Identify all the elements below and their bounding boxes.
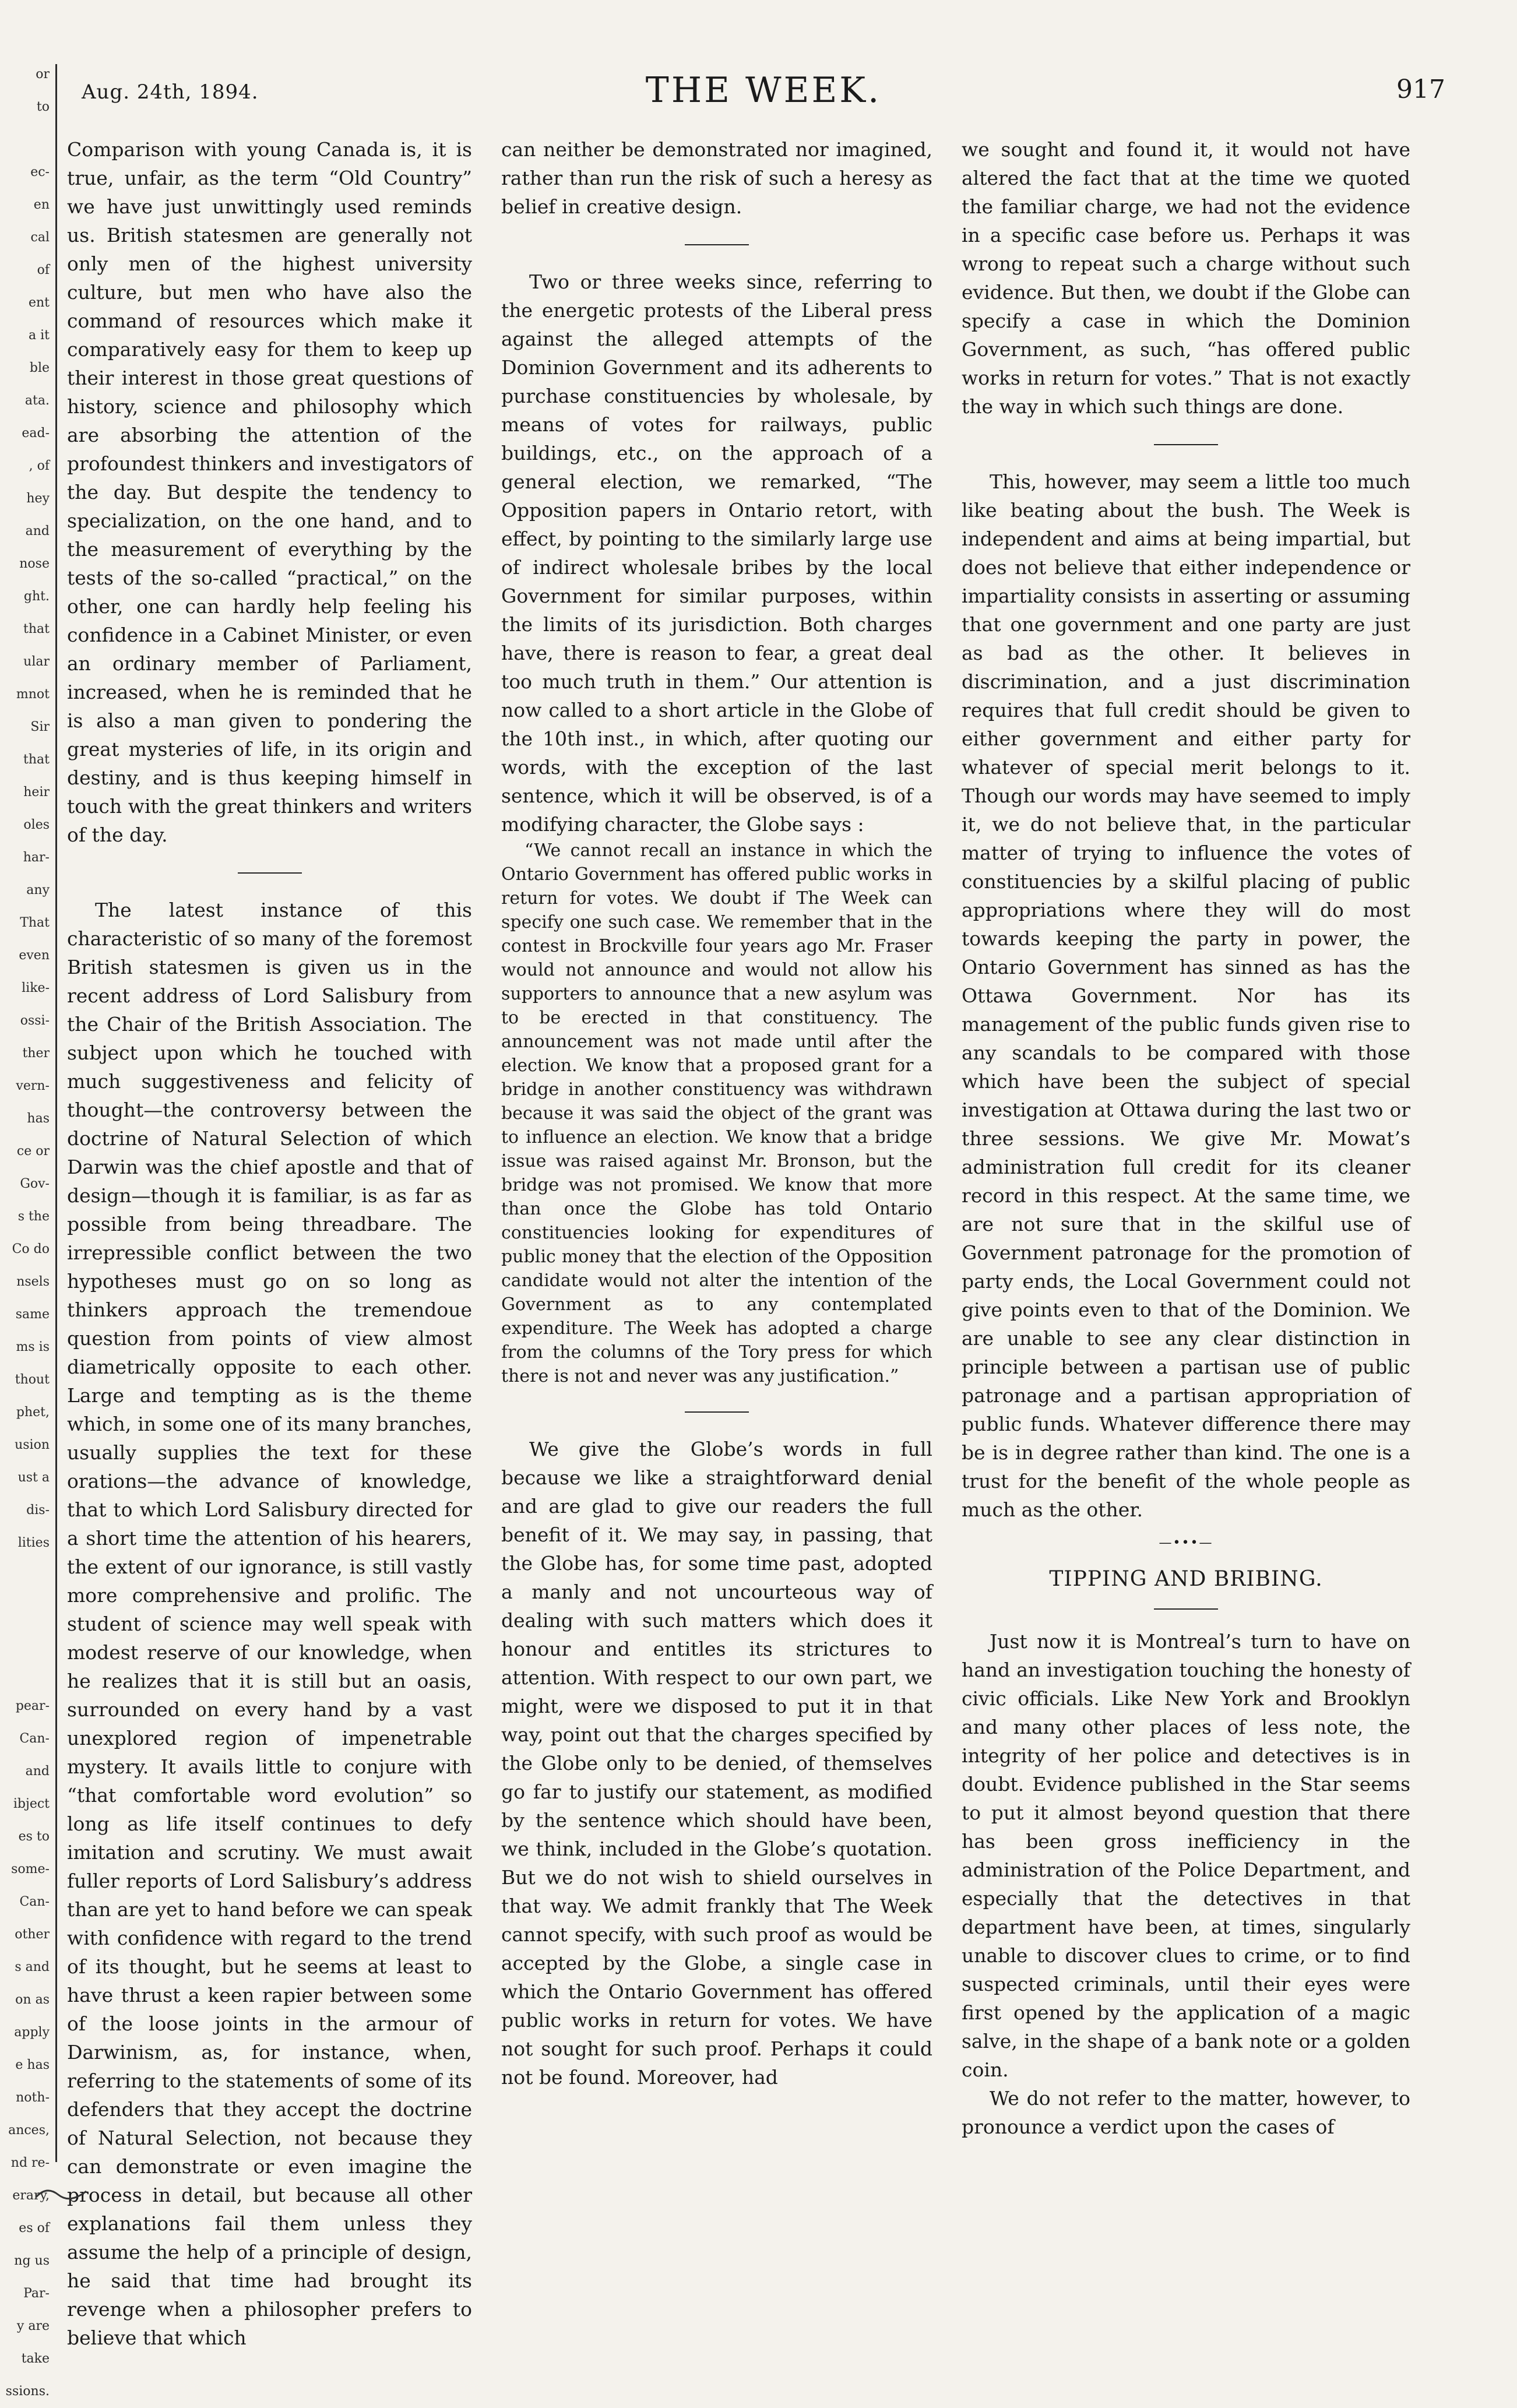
gutter-fragment: mnot [16, 687, 50, 702]
gutter-fragment: ec- [30, 165, 50, 179]
gutter-fragment: That [20, 916, 50, 930]
paragraph: Just now it is Montreal’s turn to have on hand an investigation touching the honesty of civic officials. Like New York and Brooklyn and many other places of less note, the integrity of her police and detectives is in doubt. Evidence published in the Star seems to put it almost beyond question that there has been gross inefficiency in the administration of the Police Department, and especially that the detectives in that department have been, at times, singularly unable to discover clues to crime, or to find suspected criminals, until their eyes were first opened by the application of a magic salve, in the shape of a bank note or a golden coin. [962, 1630, 1410, 2081]
paragraph: We give the Globe’s words in full because we like a straightforward denial and are glad to give our readers the full benefit of it. We may say, in passing, that the Globe has, for some time past, adopted a manly and not uncourteous way of dealing with such matters which does it honour and entitles its strictures to attention. With respect to our own part, we might, were we disposed to put it in that way, point out that the charges specified by the Globe only to be denied, of themselves go far to justify our statement, as modified by the sentence which should have been, we think, included in the Globe’s quotation. But we do not wish to shield ourselves in that way. We admit frankly that The Week cannot specify, with such proof as would be accepted by the Globe, a single case in which the Ontario Government has offered public works in return for votes. We have not sought for such proof. Perhaps it could not be found. Moreover, had [501, 1438, 932, 2089]
gutter-fragment: ata. [24, 393, 50, 408]
gutter-fragment: ead- [22, 426, 50, 441]
paragraph: we sought and found it, it would not have altered the fact that at the time we quoted the familiar charge, we had not the evidence in a specific case before us. Perhaps it was wrong to repeat such a charge without such evidence. But then, we doubt if the Globe can specify a case in which the Dominion Government, as such, “has offered public works in return for votes.” That is not exactly the way in which such things are done. [962, 138, 1410, 418]
gutter-fragment: any [26, 883, 50, 897]
paragraph: can neither be demonstrated nor imagined, rather than run the risk of such a heresy as belief in creative design. [501, 138, 932, 218]
gutter-fragment: vern- [16, 1079, 50, 1093]
gutter-fragment: and [25, 1764, 50, 1779]
section-separator [238, 872, 302, 874]
gutter-fragment: on as [15, 1992, 50, 2007]
gutter-fragment: s the [17, 1209, 50, 1224]
gutter-fragment: ms is [16, 1340, 50, 1354]
gutter-fragment: e has [15, 2058, 50, 2072]
paragraph: Comparison with young Canada is, it is true, unfair, as the term “Old Country” we have just unwittingly used reminds us. British statesmen are generally not only men of the highest university culture, but men who have also the command of resources which make it comparatively easy for them to keep up their interest in those great questions of history, science and philosophy which are absorbing the attention of the profoundest thinkers and investigators of the day. But despite the tendency to specialization, on the one hand, and to the measurement of everything by the tests of the so-called “practical,” on the other, one can hardly help feeling his confidence in a Cabinet Minister, or even an ordinary member of Parliament, increased, when he is reminded that he is also a man given to pondering the great mysteries of life, in its origin and destiny, and is thus keeping himself in touch with the great thinkers and writers of the day. [67, 138, 472, 846]
globe-quotation [501, 839, 932, 1388]
gutter-fragment: ances, [8, 2123, 50, 2138]
gutter-fragment: and [25, 524, 50, 538]
gutter-fragment: take [21, 2351, 50, 2366]
paragraph: The latest instance of this characteristic of so many of the foremost British statesmen is given us in the recent address of Lord Salisbury from the Chair of the British Association. The subject upon which he touched with much suggestiveness and felicity of thought—the controversy between the doctrine of Natural Selection of which Darwin was the chief apostle and that of design—though it is familiar, is as far as possible from being threadbare. The irrepressible conflict between the two hypotheses must go on so long as thinkers approach the tremendoue question from points of view almost diametrically opposite to each other. Large and tempting as is the theme which, in some one of its many branches, usually supplies the text for these orations—the advance of knowledge, that to which Lord Salisbury directed for a short time the attention of his hearers, the extent of our ignorance, is still vastly more comprehensive and prolific. The student of science may well speak with modest reserve of our knowledge, when he realizes that it is still but an oasis, surrounded on every hand by a vast unexplored region of impenetrable mystery. It avails little to conjure with “that comfortable word evolution” so long as life itself continues to defy imitation and scrutiny. We must await fuller reports of Lord Salisbury’s address than are yet to hand before we can speak with confidence with regard to the trend of its thought, but he seems at least to have thrust a keen rapier between some of the loose joints in the armour of Darwinism, as, for instance, when, referring to the statements of some of its defenders that they accept the doctrine of Natural Selection, not because they can demonstrate or even imagine the process in detail, but because all other explanations fail them unless they assume the help of a principle of design, he said that time had brought its revenge when a philosopher prefers to believe that which [67, 899, 472, 2349]
quoted-text: “We cannot recall an instance in which the Ontario Government has offered public works in return for votes. We doubt if The Week can specify one such case. We remember that in the contest in Brockville four years ago Mr. Fraser would not announce and would not allow his supporters to announce that a new asylum was to be erected in that constituency. The announcement was not made until after the election. We know that a proposed grant for a bridge in another constituency was withdrawn because it was said the object of the grant was to influence an election. We know that a bridge issue was raised against Mr. Bronson, but the bridge was not promised. We know that more than once the Globe has told Ontario constituencies looking for expenditures of public money that the election of the Opposition candidate would not alter the intention of the Government as to any contemplated expenditure. The Week has adopted a charge from the columns of the Tory press for which there is not and never was any justification.” [501, 840, 932, 1386]
gutter-fragment [0, 1559, 55, 1592]
paragraph: Two or three weeks since, referring to the energetic protests of the Liberal press against the alleged attempts of the Dominion Government and its adherents to purchase constituencies by wholesale, by means of votes for railways, public buildings, etc., on the approach of a general election, we remarked, “The Opposition papers in Ontario retort, with effect, by pointing to the similarly large use of indirect wholesale bribes by the local Government for similar purposes, within the limits of its jurisdiction. Both charges have, there is reason to fear, a great deal too much truth in them.” Our attention is now called to a short article in the Globe of the 10th inst., in which, after quoting our words, with the exception of the last sentence, which it will be observed, is of a modifying character, the Globe says : [501, 270, 932, 836]
column-rule [55, 64, 57, 2162]
gutter-fragment [0, 1625, 55, 1657]
section-title: TIPPING AND BRIBING. [1049, 1567, 1323, 1591]
gutter-fragment: Sir [30, 720, 50, 734]
gutter-fragment: has [27, 1111, 50, 1126]
gutter-fragment: that [23, 752, 50, 767]
gutter-fragment: hey [26, 491, 50, 506]
gutter-fragment: ssions. [5, 2384, 50, 2399]
gutter-fragment: ular [23, 654, 50, 669]
page-number: 917 [1396, 75, 1445, 104]
gutter-fragment: oles [23, 818, 50, 832]
gutter-fragment: ng us [14, 2254, 50, 2268]
gutter-fragment [0, 124, 55, 156]
masthead [82, 70, 1445, 122]
adjacent-page-fragment [0, 58, 55, 2399]
gutter-fragment: ibject [13, 1797, 50, 1811]
gutter-fragment: s and [15, 1960, 50, 1974]
gutter-fragment: Par- [23, 2286, 50, 2301]
gutter-fragment: some- [11, 1862, 50, 1877]
gutter-fragment: ce or [16, 1144, 50, 1159]
gutter-fragment: heir [23, 785, 50, 800]
gutter-fragment: en [33, 198, 50, 212]
paragraph: This, however, may seem a little too much like beating about the bush. The Week is independent and aims at being impartial, but does not believe that either independence or impartiality consists in asserting or assuming that one government and one party are just as bad as the other. It believes in discrimination, and a just discrimination requires that full credit should be given to either government and either party for whatever of special merit belongs to it. Though our words may have seemed to imply it, we do not believe that, in the particular matter of trying to influence the votes of constituencies by a skilful placing of public appropriations where they will do most towards keeping the party in power, the Ontario Government has sinned as has the Ottawa Government. Nor has its management of the public funds given rise to any scandals to be compared with those which have been the subject of special investigation at Ottawa during the last two or three sessions. We give Mr. Mowat’s administration full credit for its cleaner record in this respect. At the same time, we are not sure that in the skilful use of Government patronage for the promotion of party ends, the Local Government could not give points even to that of the Dominion. We are unable to see any clear distinction in principle between a partisan use of public patronage and a partisan appropriation of public funds. Whatever difference there may be is in degree rather than kind. The one is a trust for the benefit of the whole people as much as the other. [962, 470, 1410, 1521]
gutter-fragment: cal [30, 230, 50, 245]
gutter-fragment: to [36, 100, 50, 114]
gutter-fragment: Can- [19, 1731, 50, 1746]
publication-title: THE WEEK. [645, 70, 882, 111]
section-separator [685, 1411, 749, 1413]
gutter-fragment [0, 1592, 55, 1625]
gutter-fragment: , of [29, 459, 50, 473]
gutter-fragment: or [36, 67, 50, 82]
section-separator [1154, 444, 1218, 445]
gutter-fragment: of [37, 263, 50, 277]
gutter-fragment: ust a [17, 1470, 50, 1485]
gutter-fragment [0, 1657, 55, 1690]
gutter-fragment: Can- [19, 1895, 50, 1909]
column-1 [67, 135, 472, 2352]
issue-date: Aug. 24th, 1894. [82, 80, 259, 104]
gutter-fragment: Co do [12, 1242, 50, 1256]
section-separator [685, 244, 749, 245]
gutter-fragment: even [19, 948, 50, 963]
gutter-fragment: erary, [12, 2188, 50, 2203]
gutter-fragment: ther [22, 1046, 50, 1061]
gutter-fragment: y are [16, 2319, 50, 2333]
gutter-fragment: ght. [23, 589, 50, 604]
column-2 [501, 135, 932, 2092]
ink-smudge [35, 2180, 87, 2203]
column-3 [962, 135, 1410, 2141]
gutter-fragment: a it [29, 328, 50, 343]
gutter-fragment: lities [17, 1536, 50, 1550]
ornamental-rule: —•••— [1159, 1536, 1213, 1550]
gutter-fragment: other [15, 1927, 50, 1942]
gutter-fragment: nose [19, 557, 50, 571]
gutter-fragment: phet, [16, 1405, 50, 1420]
gutter-fragment: har- [23, 850, 50, 865]
gutter-fragment: pear- [15, 1699, 50, 1713]
gutter-fragment: same [15, 1307, 50, 1322]
gutter-fragment: nsels [16, 1275, 50, 1289]
gutter-fragment: dis- [26, 1503, 50, 1518]
gutter-fragment: like- [22, 981, 50, 995]
gutter-fragment: Gov- [20, 1177, 50, 1191]
gutter-fragment: ble [29, 361, 50, 375]
gutter-fragment: usion [15, 1438, 50, 1452]
gutter-fragment: ossi- [20, 1013, 50, 1028]
gutter-fragment: es of [19, 2221, 50, 2236]
title-underline [1154, 1608, 1218, 1610]
gutter-fragment: es to [18, 1829, 50, 1844]
paragraph: We do not refer to the matter, however, to pronounce a verdict upon the cases of [962, 2087, 1410, 2138]
gutter-fragment: noth- [16, 2090, 50, 2105]
gutter-fragment: apply [14, 2025, 50, 2040]
gutter-fragment: nd re- [10, 2156, 50, 2170]
gutter-fragment: that [23, 622, 50, 636]
gutter-fragment: ent [28, 295, 50, 310]
gutter-fragment: thout [15, 1372, 50, 1387]
